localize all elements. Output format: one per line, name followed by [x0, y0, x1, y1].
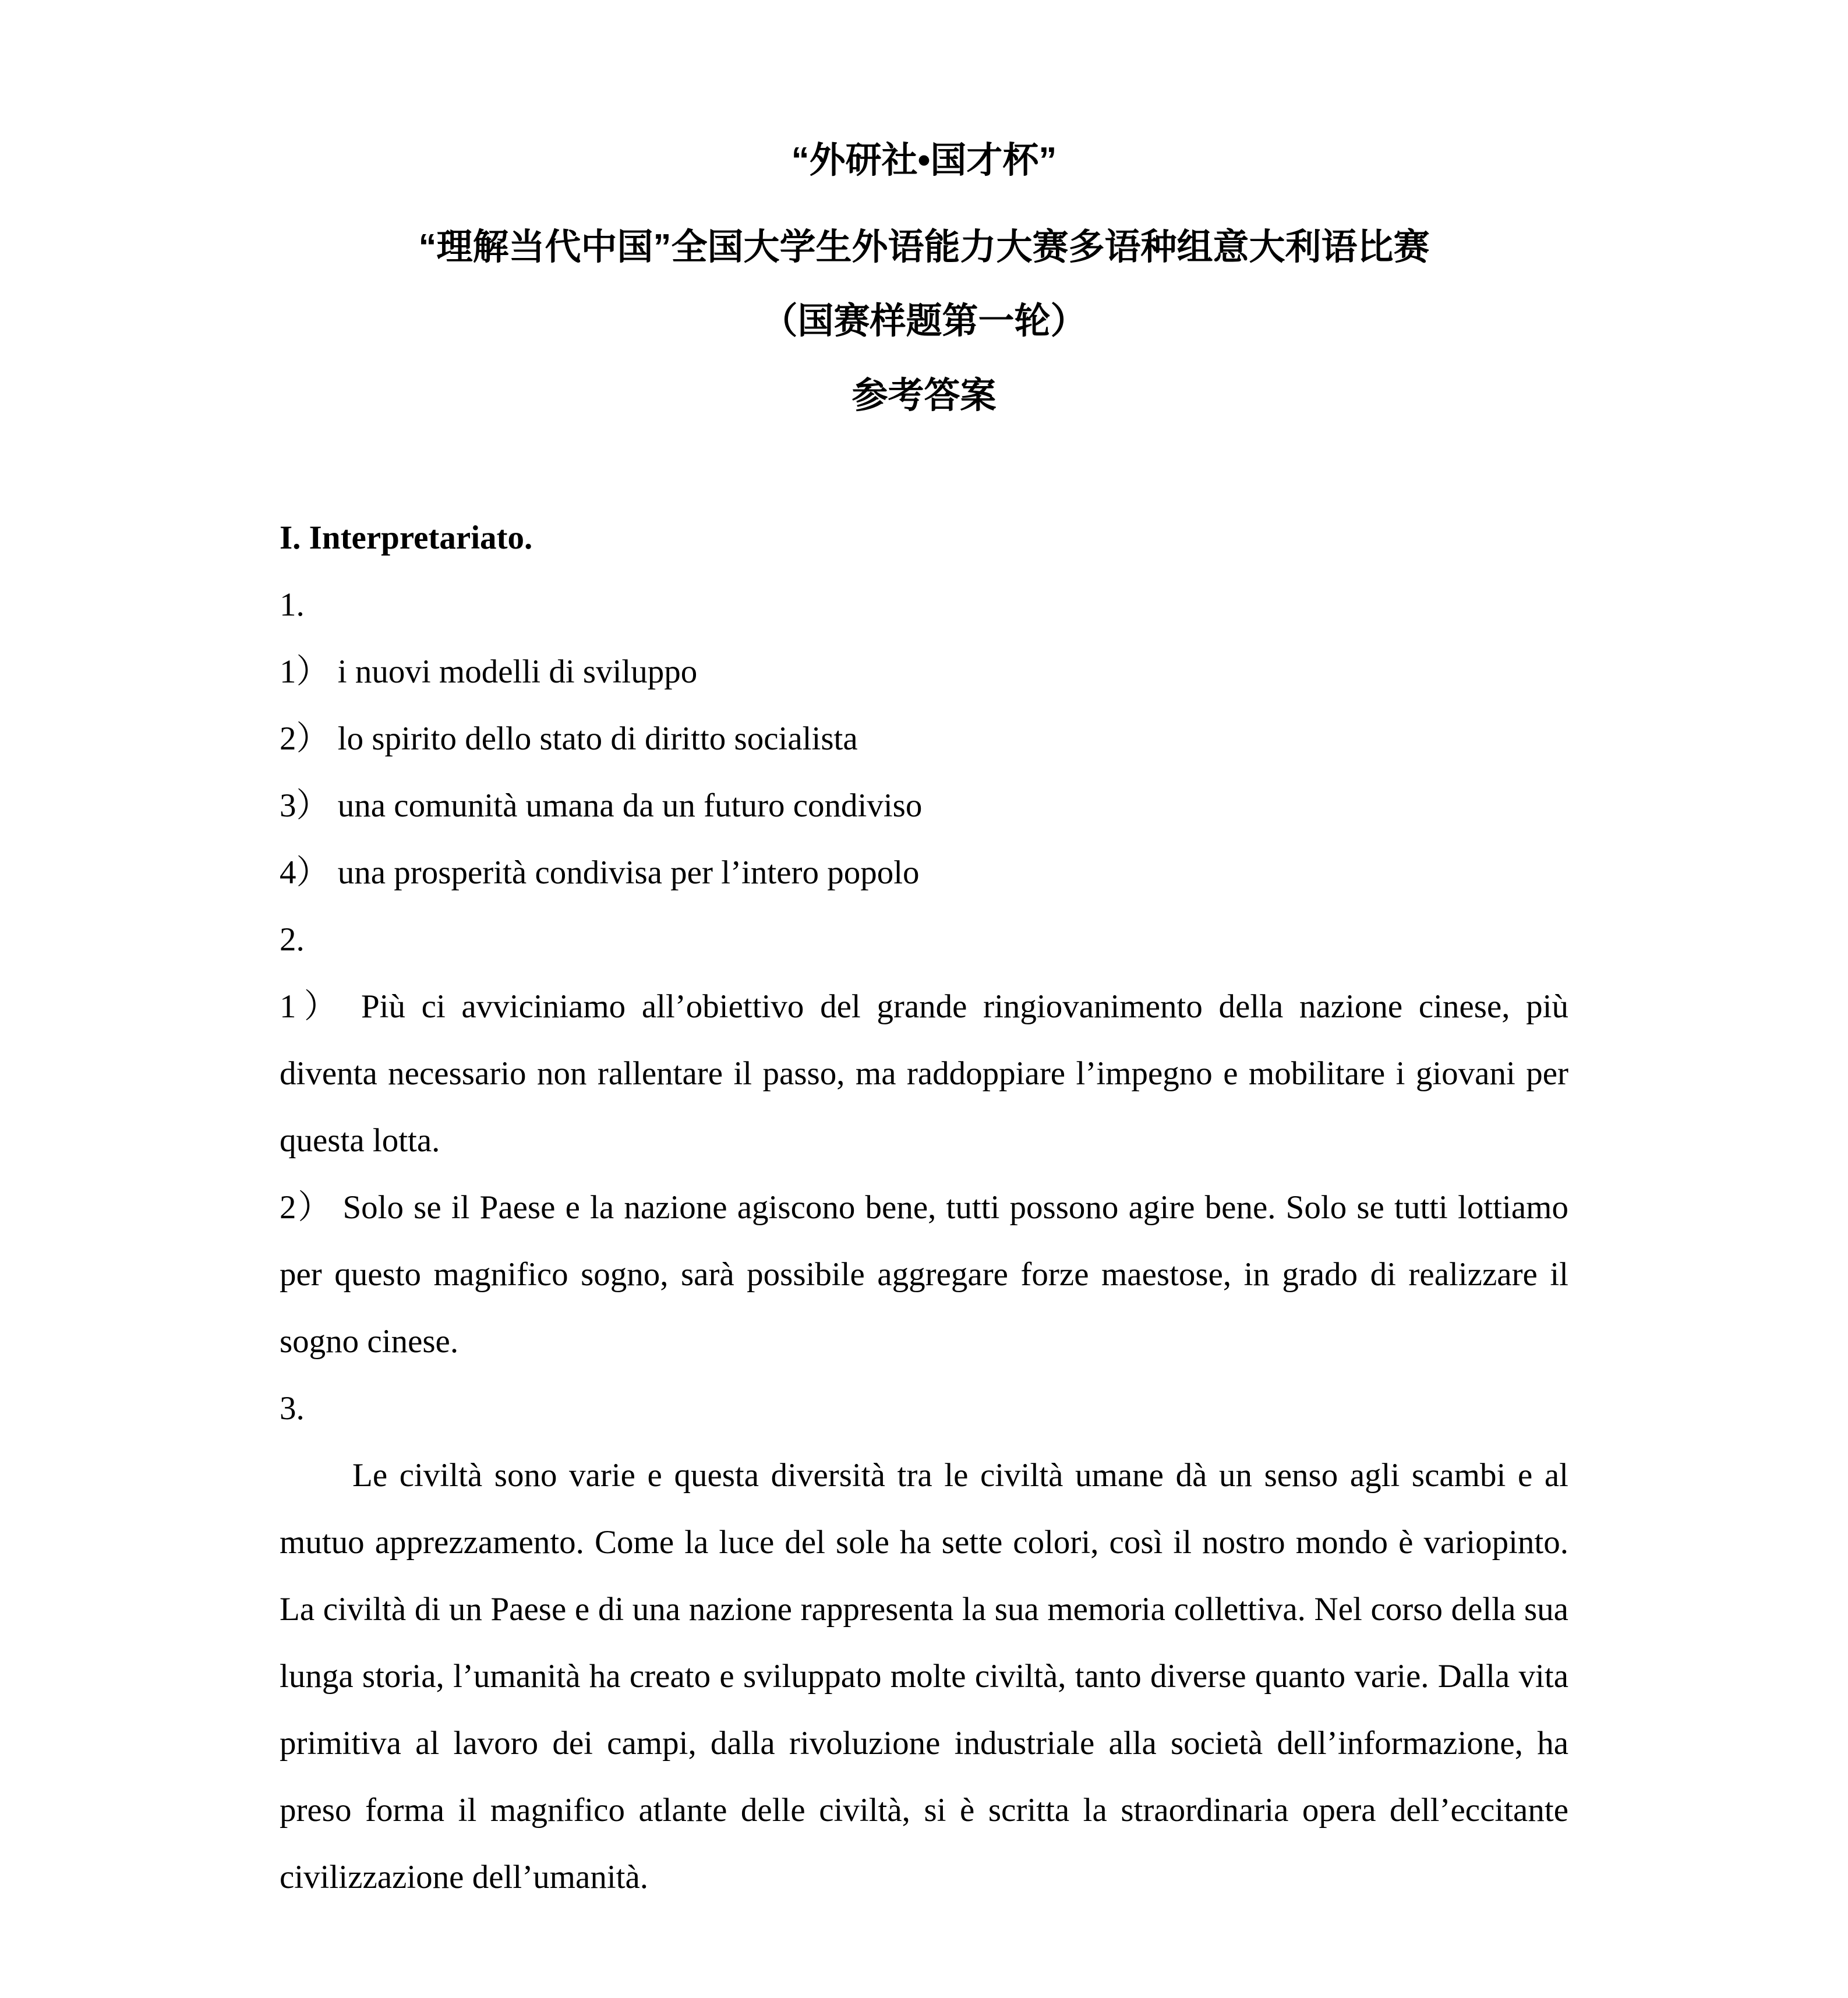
paragraph: 1） Più ci avviciniamo all’obiettivo del grande ringiovanimento della nazione cinese, più diventa necessario non rallentare il passo, ma raddoppiare l’impegno e mobilitare i giovani per questa lotta. — [280, 988, 1568, 1159]
document-title-block — [0, 0, 1848, 414]
numbered-label: 3. — [280, 1390, 305, 1427]
section-heading: I. Interpretariato. — [280, 519, 533, 556]
paragraph: 2） Solo se il Paese e la nazione agiscono bene, tutti possono agire bene. Solo se tutti lottiamo per questo magnifico sogno, sarà possibile aggregare forze maestose, in grado di realizzare il sogno cinese. — [280, 1189, 1568, 1360]
list-item: 4） una prosperità condivisa per l’intero popolo — [280, 854, 920, 891]
numbered-label: 1. — [280, 586, 305, 623]
title-line-3: （国赛样题第一轮） — [761, 301, 1087, 341]
title-line-4: 参考答案 — [851, 376, 997, 416]
numbered-label: 2. — [280, 921, 305, 958]
list-item: 1） i nuovi modelli di sviluppo — [280, 653, 698, 690]
document-body — [280, 504, 1568, 1911]
list-item: 2） lo spirito dello stato di diritto socialista — [280, 720, 858, 757]
title-line-1: “外研社•国才杯” — [791, 140, 1057, 181]
list-item: 3） una comunità umana da un futuro condiviso — [280, 787, 923, 824]
title-line-2: “理解当代中国”全国大学生外语能力大赛多语种组意大利语比赛 — [418, 227, 1430, 267]
paragraph: Le civiltà sono varie e questa diversità tra le civiltà umane dà un senso agli scambi e al mutuo apprezzamento. Come la luce del sole ha sette colori, così il nostro mondo è variopinto. La civiltà di un Paese e di una nazione rappresenta la sua memoria collettiva. Nel corso della sua lunga storia, l’umanità ha creato e sviluppato molte civiltà, tanto diverse quanto varie. Dalla vita primitiva al lavoro dei campi, dalla rivoluzione industriale alla società dell’informazione, ha preso forma il magnifico atlante delle civiltà, si è scritta la straordinaria opera dell’eccitante civilizzazione dell’umanità. — [280, 1457, 1568, 1896]
